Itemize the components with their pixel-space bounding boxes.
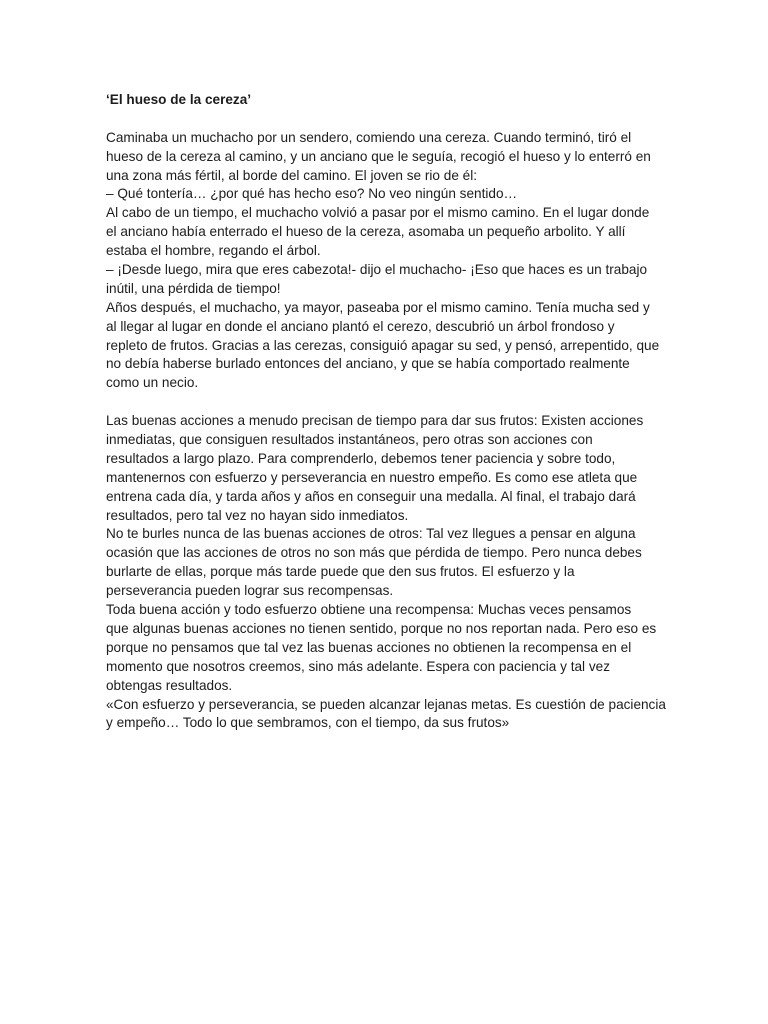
story-line: repleto de frutos. Gracias a las cerezas, consiguió apagar su sed, y pensó, arrepentido, que [106,337,660,353]
moral-line: resultados, pero tal vez no hayan sido inmediatos. [106,507,409,523]
story-line: al llegar al lugar en donde el anciano plantó el cerezo, descubrió un árbol frondoso y [106,318,615,334]
story-line: inútil, una pérdida de tiempo! [106,280,281,296]
story-line: Al cabo de un tiempo, el muchacho volvió a pasar por el mismo camino. En el lugar donde [106,205,650,221]
moral-line: Toda buena acción y todo esfuerzo obtiene una recompensa: Muchas veces pensamos [106,602,632,618]
moral-line: burlarte de ellas, porque más tarde puede que den sus frutos. El esfuerzo y la [106,564,575,580]
story-line: – ¡Desde luego, mira que eres cabezota!- dijo el muchacho- ¡Eso que haces es un trabajo [106,262,648,278]
document-body [106,91,666,733]
document-title: ‘El hueso de la cereza’ [106,92,252,107]
paragraph-gap [106,393,666,412]
moral-line: No te burles nunca de las buenas acciones de otros: Tal vez llegues a pensar en alguna [106,526,636,542]
story-line: estaba el hombre, regando el árbol. [106,243,321,259]
story-line: Años después, el muchacho, ya mayor, paseaba por el mismo camino. Tenía mucha sed y [106,299,650,315]
moral-line: ocasión que las acciones de otros no son más que pérdida de tiempo. Pero nunca debes [106,545,642,561]
story-line: una zona más fértil, al borde del camino. El joven se rio de él: [106,167,478,183]
moral-line: que algunas buenas acciones no tienen sentido, porque no nos reportan nada. Pero eso es [106,620,657,636]
story-line: no debía haberse burlado entonces del anciano, y que se había comportado realmente [106,356,630,372]
moral-line: porque no pensamos que tal vez las buenas acciones no obtienen la recompensa en el [106,639,632,655]
moral-section [106,412,666,733]
story-line: hueso de la cereza al camino, y un anciano que le seguía, recogió el hueso y lo enterró en [106,148,651,164]
moral-line: mantenernos con esfuerzo y perseverancia en nuestro empeño. Es como ese atleta que [106,469,638,485]
paragraph-gap [106,110,666,129]
moral-line: perseverancia pueden lograr sus recompensas. [106,583,394,599]
story-line: como un necio. [106,375,199,391]
story-line: Caminaba un muchacho por un sendero, comiendo una cereza. Cuando terminó, tiró el [106,129,632,145]
moral-line: obtengas resultados. [106,677,233,693]
story-section [106,129,666,393]
moral-line: «Con esfuerzo y perseverancia, se pueden alcanzar lejanas metas. Es cuestión de paciencia [106,696,666,712]
moral-line: Las buenas acciones a menudo precisan de tiempo para dar sus frutos: Existen acciones [106,413,644,429]
story-line: – Qué tontería… ¿por qué has hecho eso? No veo ningún sentido… [106,186,518,202]
moral-line: y empeño… Todo lo que sembramos, con el tiempo, da sus frutos» [106,715,510,731]
moral-line: momento que nosotros creemos, sino más adelante. Espera con paciencia y tal vez [106,658,610,674]
moral-line: entrena cada día, y tarda años y años en conseguir una medalla. Al final, el trabajo dará [106,488,636,504]
story-line: el anciano había enterrado el hueso de la cereza, asomaba un pequeño arbolito. Y allí [106,224,626,240]
moral-line: inmediatas, que consiguen resultados instantáneos, pero otras son acciones con [106,432,593,448]
moral-line: resultados a largo plazo. Para comprenderlo, debemos tener paciencia y sobre todo, [106,450,616,466]
